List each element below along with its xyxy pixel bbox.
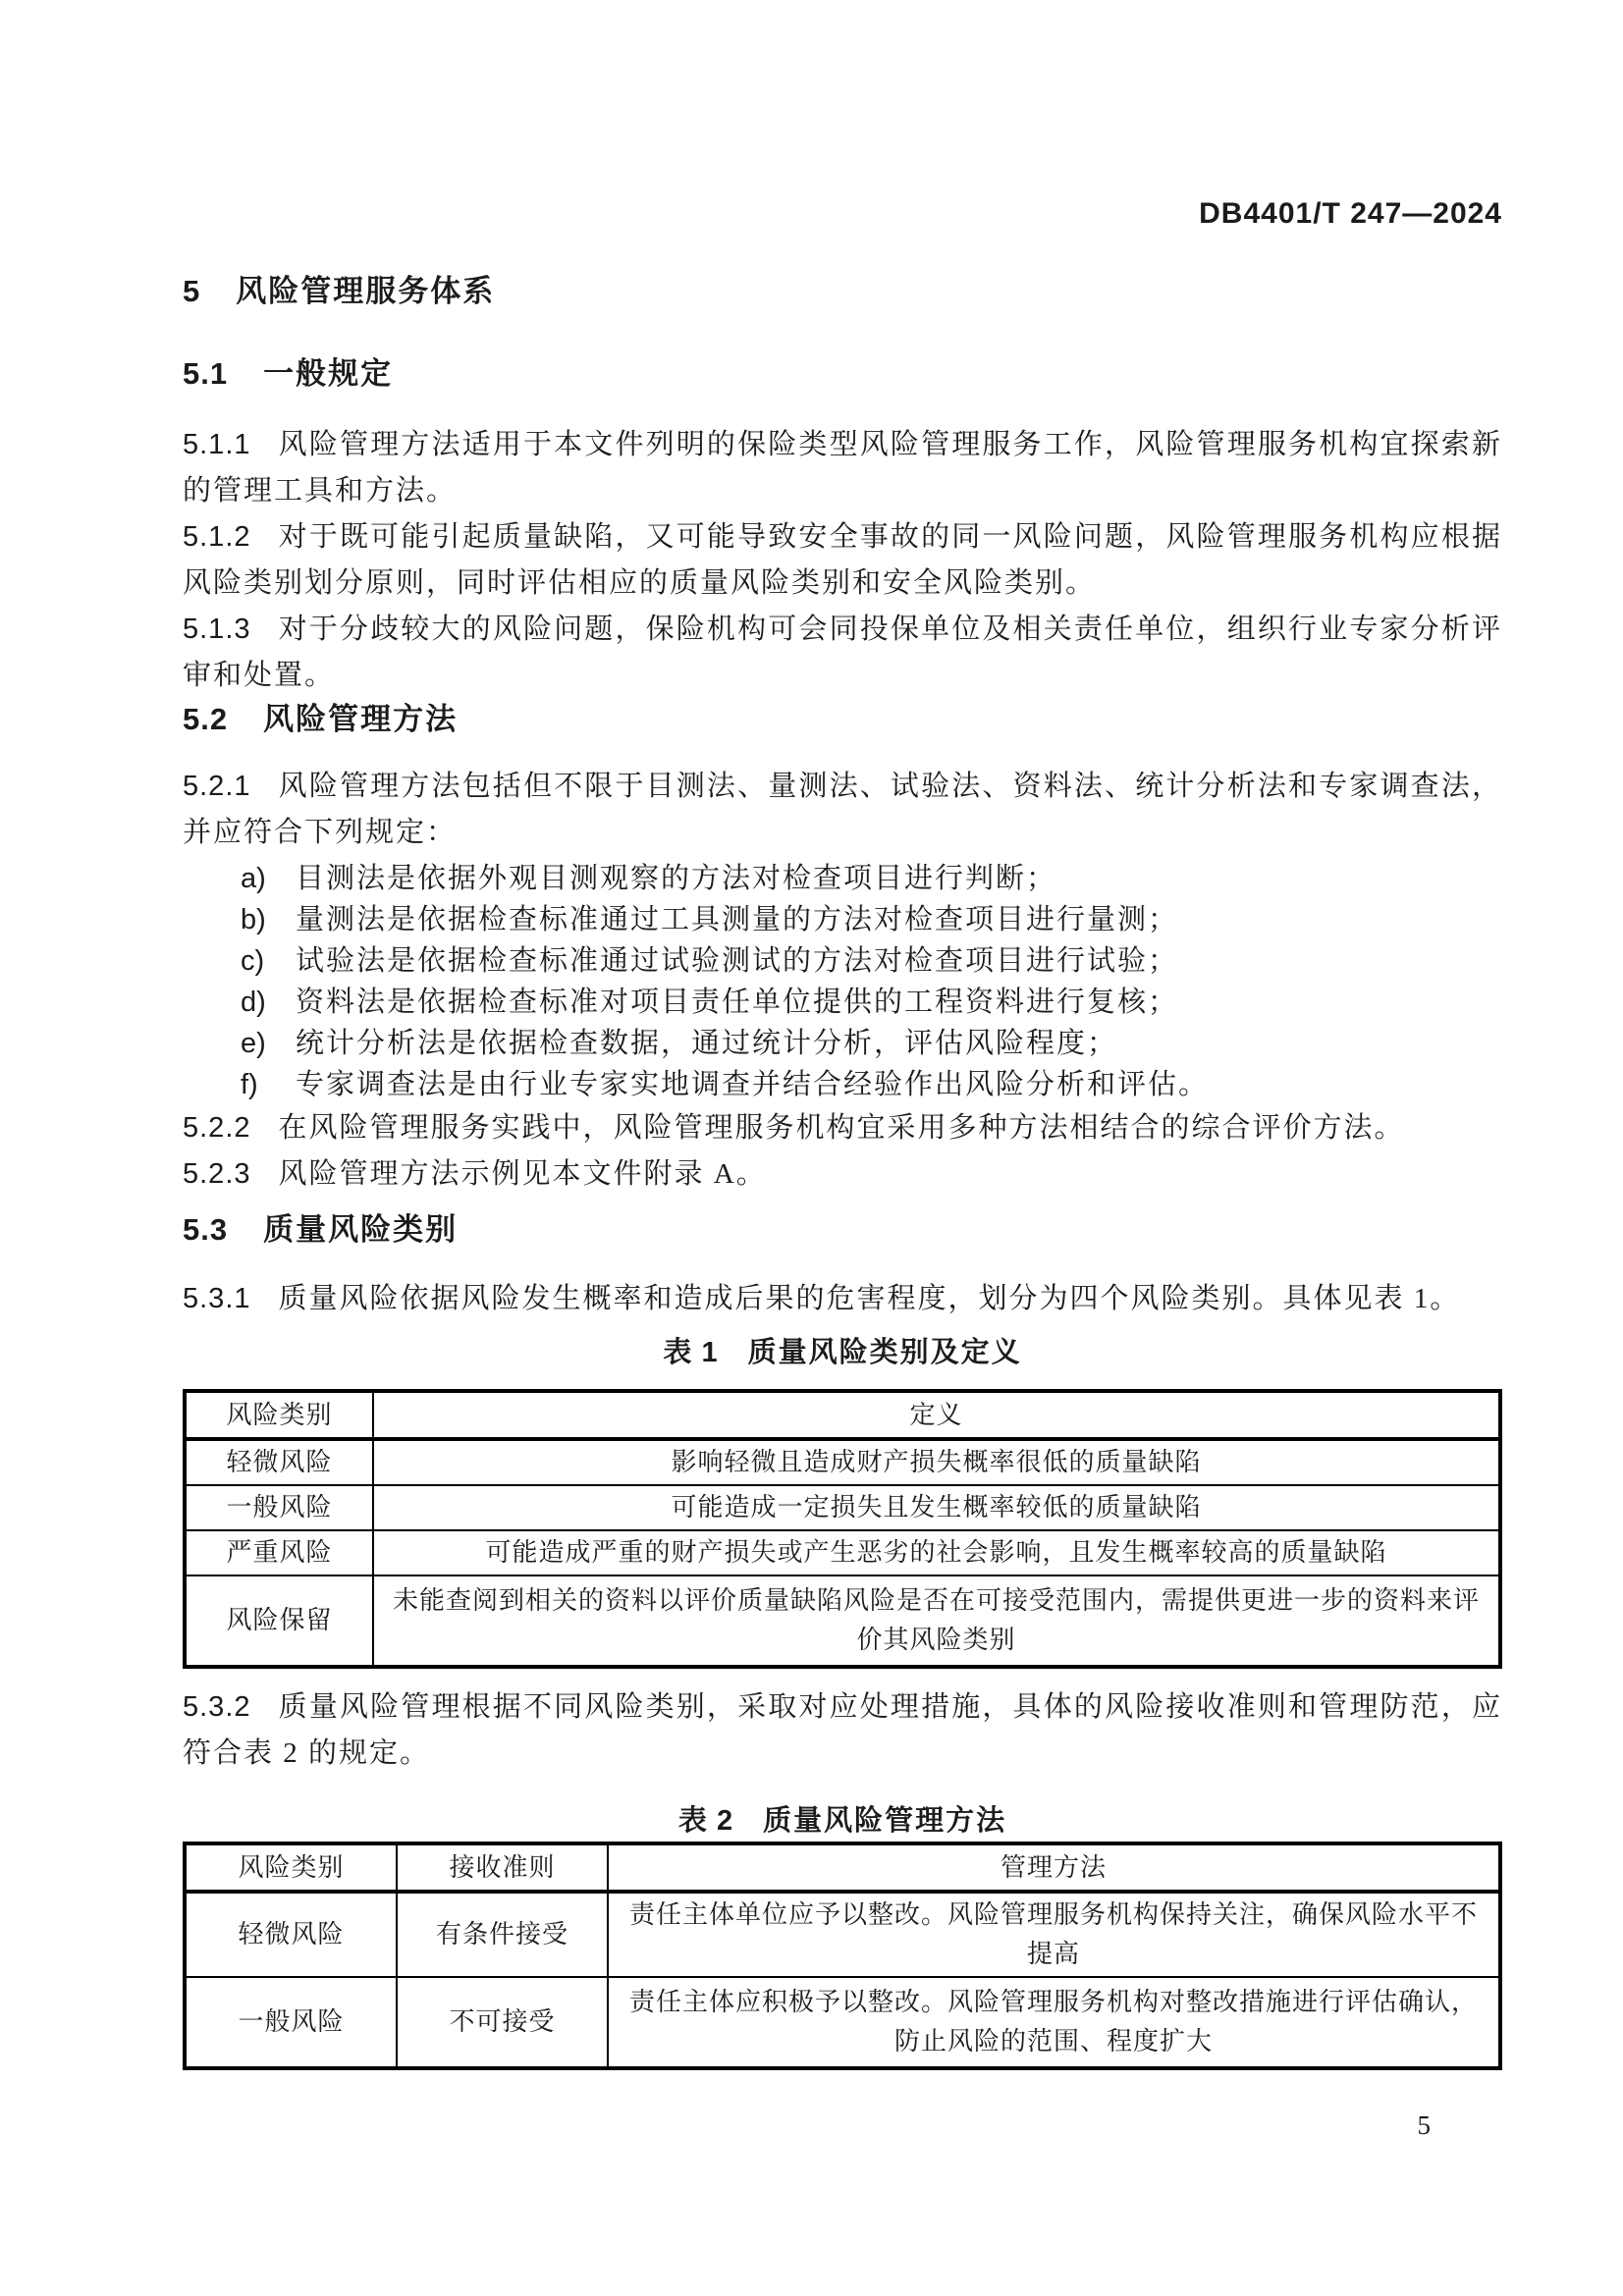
- list-item-label: e): [241, 1028, 266, 1059]
- table1-caption-title: 质量风险类别及定义: [747, 1337, 1022, 1368]
- table-cell-definition: 可能造成一定损失且发生概率较低的质量缺陷: [373, 1485, 1500, 1530]
- table-cell-method: 责任主体单位应予以整改。风险管理服务机构保持关注，确保风险水平不提高: [608, 1892, 1500, 1977]
- list-item-label: f): [241, 1069, 258, 1100]
- table1-quality-risk-definitions: [183, 1389, 1502, 1669]
- clause-5-2-1: [183, 764, 1502, 856]
- section-heading-5-3: [183, 1213, 1502, 1247]
- list-item-text: 试验法是依据检查标准通过试验测试的方法对检查项目进行试验；: [296, 945, 1179, 977]
- table-row: [185, 1575, 1500, 1667]
- list-item-c: [183, 940, 1502, 982]
- clause-5-3-1: [183, 1276, 1502, 1322]
- section-title: 风险管理方法: [263, 702, 459, 736]
- list-item-text: 资料法是依据检查标准对项目责任单位提供的工程资料进行复核；: [296, 987, 1179, 1018]
- list-item-text: 目测法是依据外观目测观察的方法对检查项目进行判断；: [296, 863, 1057, 894]
- clause-text: 风险管理方法适用于本文件列明的保险类型风险管理服务工作，风险管理服务机构宜探索新的管理工具和方法。: [183, 429, 1502, 507]
- list-item-f: [183, 1064, 1502, 1105]
- table-cell-criterion: 不可接受: [397, 1977, 608, 2068]
- document-code-header: DB4401/T 247—2024: [1199, 197, 1502, 230]
- clause-number: 5.1.2: [183, 521, 251, 553]
- table2-caption-title: 质量风险管理方法: [763, 1805, 1007, 1837]
- clause-number: 5.2.3: [183, 1158, 251, 1190]
- table-cell-category: 严重风险: [185, 1530, 373, 1575]
- table1-header-row: [185, 1391, 1500, 1439]
- clause-number: 5.3.2: [183, 1691, 251, 1723]
- section-heading-5: [183, 275, 1502, 308]
- table-cell-category: 风险保留: [185, 1575, 373, 1667]
- clause-number: 5.1.1: [183, 429, 251, 460]
- list-item-d: [183, 982, 1502, 1023]
- clause-text: 质量风险依据风险发生概率和造成后果的危害程度，划分为四个风险类别。具体见表 1。: [278, 1283, 1461, 1314]
- table2-header-cell: 管理方法: [608, 1843, 1500, 1892]
- table-cell-definition: 可能造成严重的财产损失或产生恶劣的社会影响，且发生概率较高的质量缺陷: [373, 1530, 1500, 1575]
- clause-5-1-1: [183, 422, 1502, 514]
- table-cell-definition: 影响轻微且造成财产损失概率很低的质量缺陷: [373, 1439, 1500, 1485]
- section-title: 质量风险类别: [263, 1212, 459, 1247]
- method-definition-list: [183, 858, 1502, 1105]
- list-item-text: 量测法是依据检查标准通过工具测量的方法对检查项目进行量测；: [296, 904, 1179, 935]
- clause-text: 在风险管理服务实践中，风险管理服务机构宜采用多种方法相结合的综合评价方法。: [278, 1112, 1405, 1144]
- table1-header-cell: 风险类别: [185, 1391, 373, 1439]
- list-item-label: c): [241, 945, 265, 977]
- clause-5-1-2: [183, 514, 1502, 607]
- table2-caption: [183, 1804, 1502, 1838]
- section-heading-5-1: [183, 357, 1502, 391]
- list-item-label: d): [241, 987, 266, 1018]
- table1-caption: [183, 1336, 1502, 1369]
- section-number: 5.1: [183, 356, 229, 391]
- section-title: 风险管理服务体系: [236, 274, 496, 308]
- clause-number: 5.3.1: [183, 1283, 251, 1314]
- list-item-b: [183, 899, 1502, 940]
- clause-text: 质量风险管理根据不同风险类别，采取对应处理措施，具体的风险接收准则和管理防范，应符合表 2 的规定。: [183, 1691, 1502, 1769]
- table1-caption-label: 表 1: [663, 1337, 719, 1368]
- list-item-text: 统计分析法是依据检查数据，通过统计分析，评估风险程度；: [296, 1028, 1118, 1059]
- clause-5-2-3: [183, 1151, 1502, 1198]
- section-number: 5.3: [183, 1212, 229, 1247]
- clause-text: 风险管理方法包括但不限于目测法、量测法、试验法、资料法、统计分析法和专家调查法，并应符合下列规定：: [183, 771, 1502, 848]
- clause-5-3-2: [183, 1684, 1502, 1777]
- table-cell-category: 轻微风险: [185, 1439, 373, 1485]
- page-number: 5: [1417, 2110, 1431, 2140]
- table-row: [185, 1485, 1500, 1530]
- clause-5-1-3: [183, 607, 1502, 699]
- table-cell-method: 责任主体应积极予以整改。风险管理服务机构对整改措施进行评估确认，防止风险的范围、程度扩大: [608, 1977, 1500, 2068]
- table2-quality-risk-management: [183, 1842, 1502, 2070]
- table2-caption-label: 表 2: [677, 1805, 734, 1837]
- list-item-label: b): [241, 904, 266, 935]
- list-item-a: [183, 858, 1502, 899]
- list-item-label: a): [241, 863, 266, 894]
- clause-text: 对于既可能引起质量缺陷，又可能导致安全事故的同一风险问题，风险管理服务机构应根据风险类别划分原则，同时评估相应的质量风险类别和安全风险类别。: [183, 521, 1502, 599]
- clause-number: 5.2.1: [183, 771, 251, 802]
- list-item-text: 专家调查法是由行业专家实地调查并结合经验作出风险分析和评估。: [296, 1069, 1210, 1100]
- section-number: 5: [183, 274, 201, 308]
- list-item-e: [183, 1023, 1502, 1064]
- table-row: [185, 1530, 1500, 1575]
- table-cell-category: 一般风险: [185, 1977, 397, 2068]
- section-heading-5-2: [183, 703, 1502, 736]
- table-cell-definition: 未能查阅到相关的资料以评价质量缺陷风险是否在可接受范围内，需提供更进一步的资料来评价其风险类别: [373, 1575, 1500, 1667]
- clause-text: 对于分歧较大的风险问题，保险机构可会同投保单位及相关责任单位，组织行业专家分析评审和处置。: [183, 614, 1502, 691]
- table2-header-cell: 风险类别: [185, 1843, 397, 1892]
- clause-number: 5.1.3: [183, 614, 251, 645]
- table-cell-category: 轻微风险: [185, 1892, 397, 1977]
- clause-text: 风险管理方法示例见本文件附录 A。: [278, 1158, 767, 1190]
- table2-header-cell: 接收准则: [397, 1843, 608, 1892]
- clause-5-2-2: [183, 1105, 1502, 1151]
- table1-header-cell: 定义: [373, 1391, 1500, 1439]
- clause-number: 5.2.2: [183, 1112, 251, 1144]
- table-cell-category: 一般风险: [185, 1485, 373, 1530]
- table2-header-row: [185, 1843, 1500, 1892]
- section-title: 一般规定: [263, 356, 394, 391]
- section-number: 5.2: [183, 702, 229, 736]
- table-row: [185, 1892, 1500, 1977]
- table-row: [185, 1977, 1500, 2068]
- table-row: [185, 1439, 1500, 1485]
- table-cell-criterion: 有条件接受: [397, 1892, 608, 1977]
